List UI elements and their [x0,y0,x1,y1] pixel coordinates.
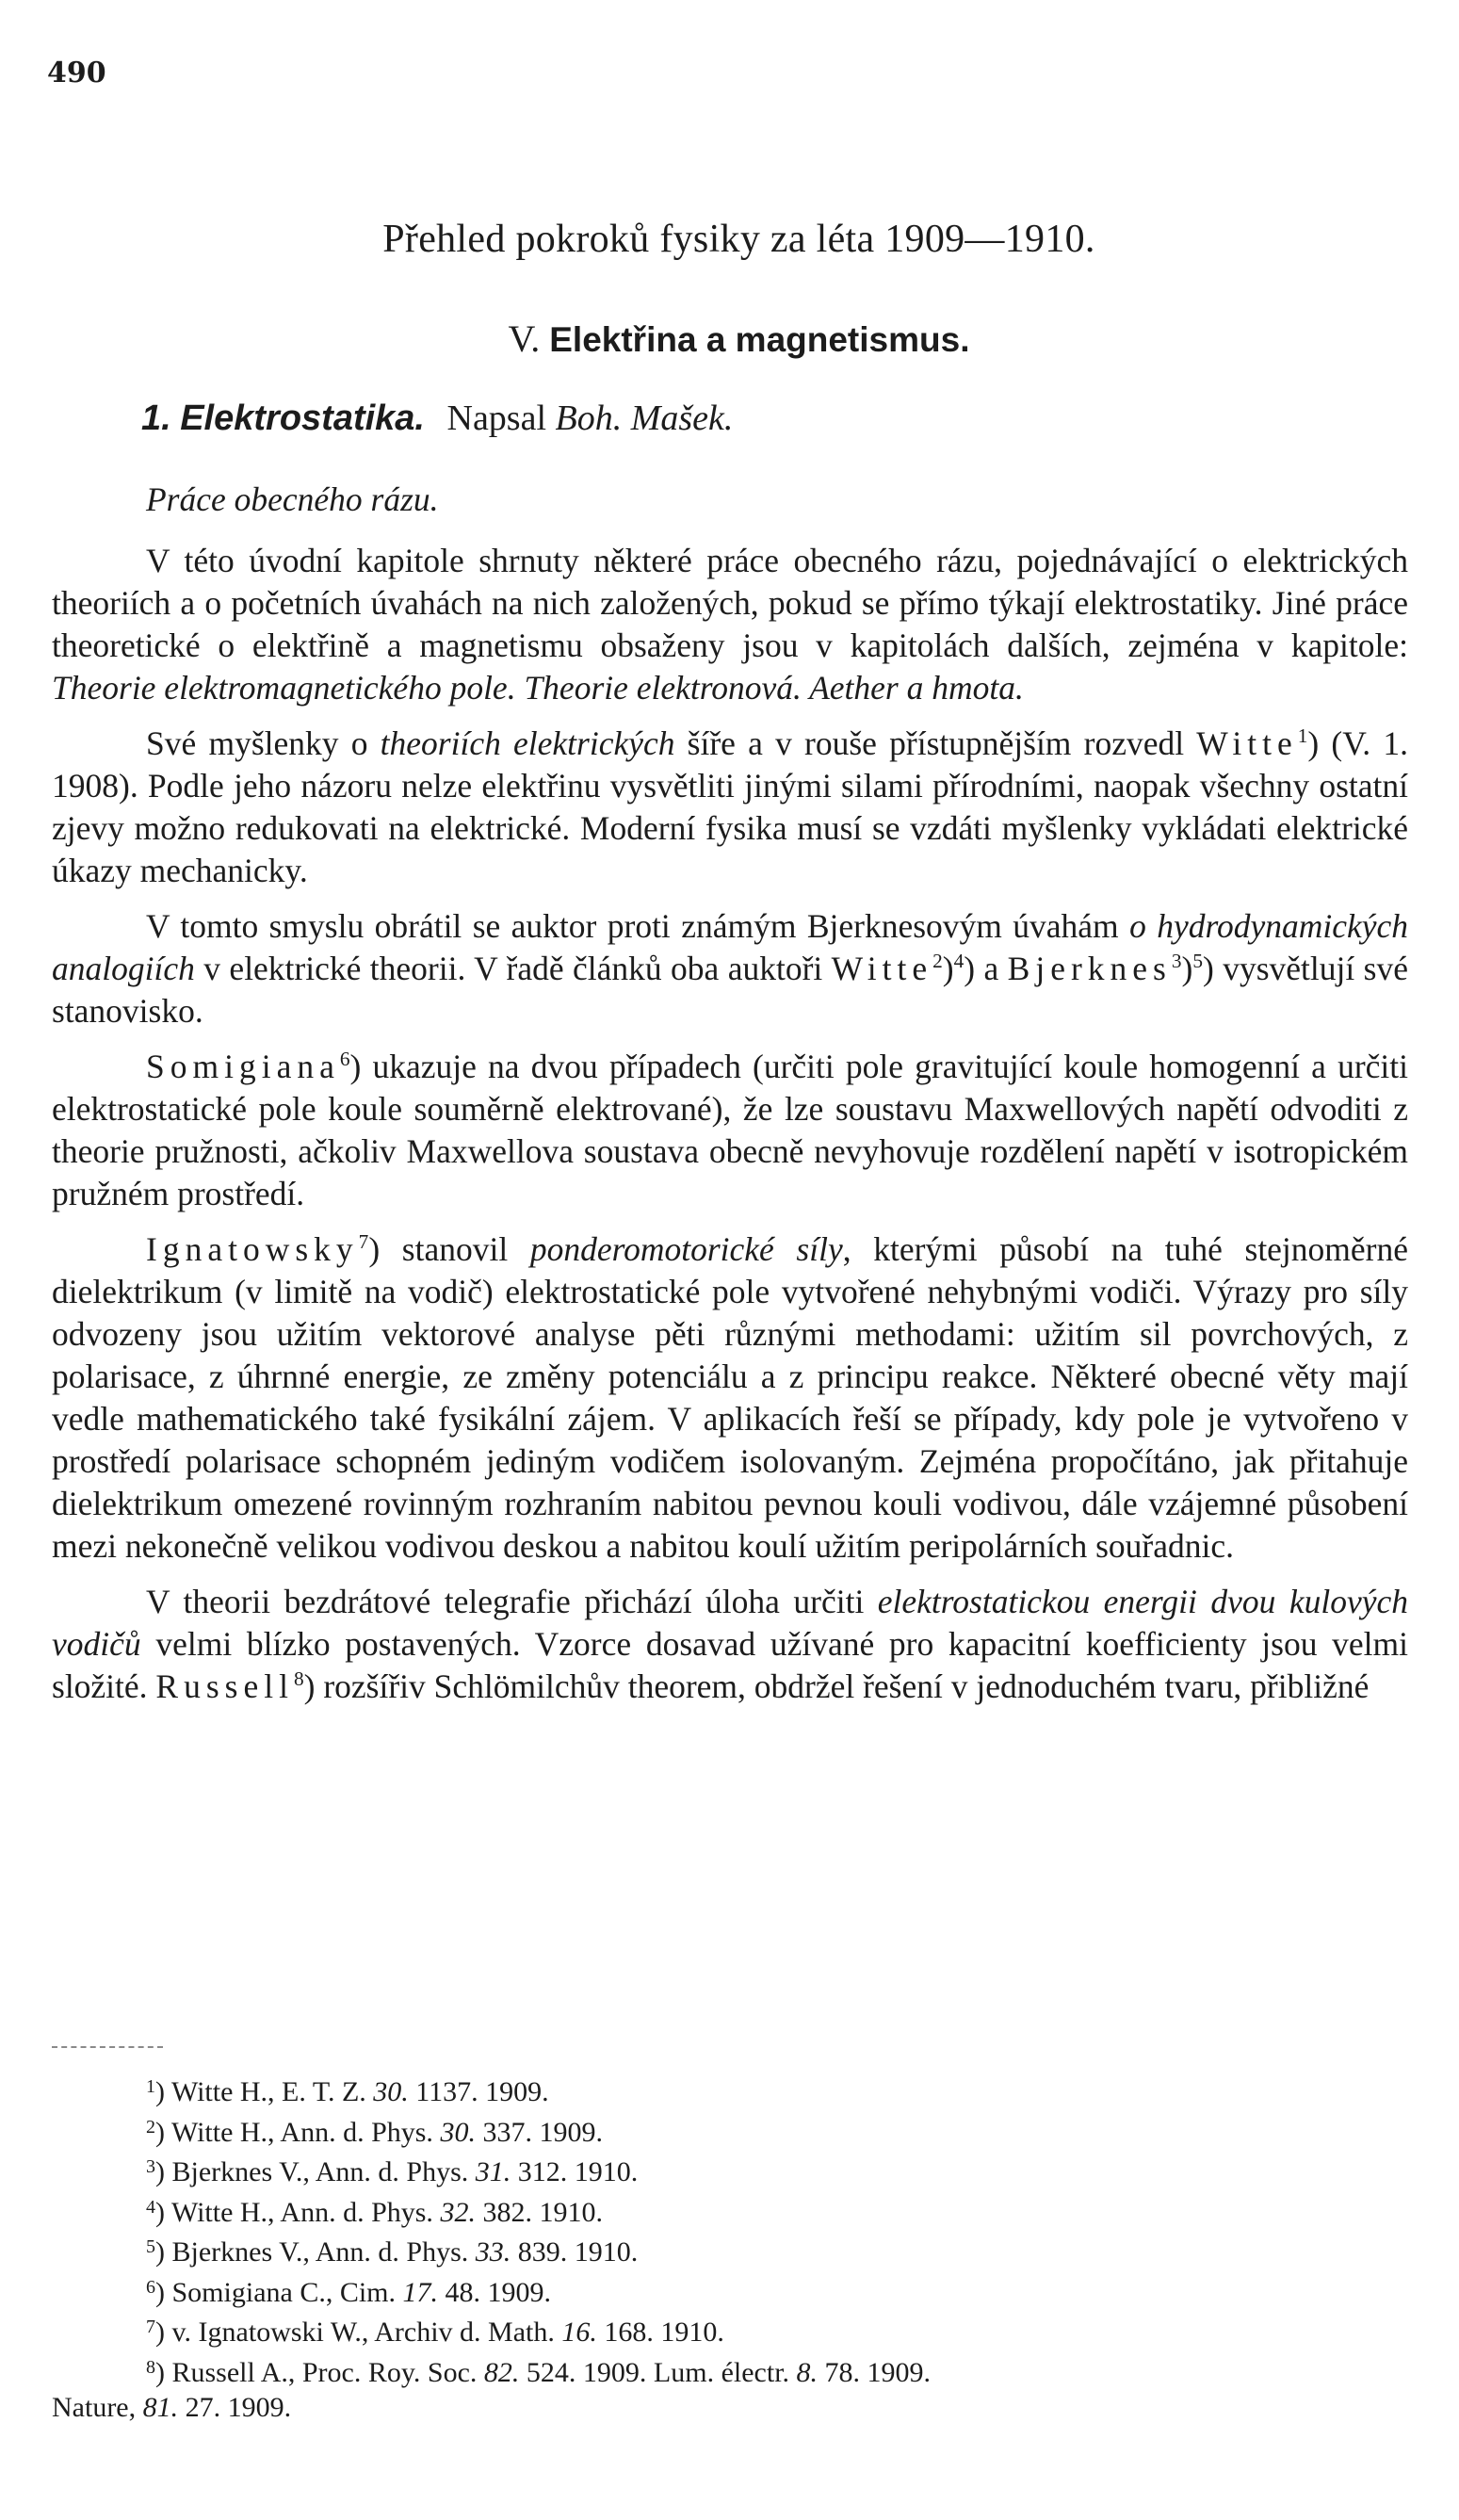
subsection-number: 1. [141,398,171,438]
author-prefix: Napsal [446,398,547,438]
footnote-ref: 6 [339,1048,350,1071]
paragraph-1 [52,540,1408,709]
footnote-volume: 82. [483,2356,520,2388]
paragraph-4 [52,1046,1408,1215]
footnote-text: 839. 1910. [511,2236,639,2268]
footnote-author: Somigiana [171,2276,293,2308]
text-run: v elektrické theorii. V řadě článků oba auktoři [194,950,832,987]
text-run: ) a [964,950,1008,987]
footnote-text: 27. 1909. [178,2392,292,2423]
footnote-continuation [52,2390,1408,2426]
footnote-volume: 32. [440,2196,476,2228]
text-run: V této úvodní kapitole shrnuty některé práce obecného rázu, pojednávající o elektrických theoriích a o početních úvahách na nich založených, pokud se přímo týkají elektrostatiky. Jiné práce theoretické o elektřině a magnetismu obsaženy jsou v kapitolách dalších, zejména v kapitole: [52,542,1408,664]
footnote-volume: 8. [796,2356,819,2388]
text-run: ) [942,950,954,987]
paragraph-5 [52,1228,1408,1568]
footnote-volume: 30. [440,2116,476,2148]
subsection-header [141,398,733,439]
footnote-text: 48. 1909. [438,2276,552,2308]
footnote-volume: 33. [475,2236,511,2268]
author-name-spaced: Somigiana [146,1048,340,1085]
paragraph-3 [52,905,1408,1032]
footnote-volume: 81. [142,2392,179,2423]
footnote-marker: 8 [146,2356,155,2378]
italic-text: elektrostatickou energii dvou kulových vodičů [52,1583,1408,1663]
footnote-1: $^1$) Witte H., E. T. Z. 30. 1137. 1909. [146,2076,549,2107]
italic-text: o hydrodynamických analogiích [52,907,1408,987]
author-name-spaced: Ignatowsky [146,1230,359,1268]
text-run: ) rozšířiv Schlömilchův theorem, obdržel řešení v jednoduchém tvaru, přibližné [303,1667,1370,1705]
text-run: velmi blízko postavených. Vzorce dosavad užívané pro kapacitní koefficienty jsou velmi složité. [52,1625,1408,1705]
body-text [52,479,1408,1721]
italic-text: theoriích elektrických [380,724,675,762]
footnote-3: $^3$) Bjerknes V., Ann. d. Phys. 31. 312. 1910. [146,2156,639,2187]
subsection-title: Elektrostatika. [180,398,425,438]
footnote-ref: 1 [1297,724,1308,748]
author-name: Boh. Mašek. [555,398,734,438]
section-name: Elektřina a magnetismus. [549,320,970,359]
text-run: ) [1181,950,1193,987]
author-name-spaced: Witte [831,950,933,987]
text-run: , kterými působí na tuhé stejnoměrné dielektrikum (v limitě na vodič) elektrostatické pole vytvořené nehybnými vodiči. Výrazy pro síly odvozeny jsou užitím vektorové analyse pěti různými methodami: užitím sil povrchových, z polarisace, z úhrnné energie, ze změny potenciálu a z principu reakce. Některé obecné věty mají vedle mathematického také fysikální zájem. V aplikacích řeší se případy, kdy pole je vytvořeno v prostředí polarisace schopném jediným vodičem isolovaným. Zejména propočítáno, jak přitahuje dielektrikum omezené rovinným rozhraním nabitou pevnou kouli vodivou, dále vzájemné působení mezi nekonečně velikou vodivou deskou a nabitou koulí užitím peripolárních souřadnic. [52,1230,1408,1565]
footnotes [52,2070,1408,2426]
main-title: Přehled pokroků fysiky za léta 1909—1910. [382,218,1095,261]
footnote-volume: 30. [373,2076,409,2107]
footnote-text: H., E. T. Z. [233,2076,374,2107]
footnote-divider [52,2046,163,2048]
footnote-author: Russell [171,2356,255,2388]
footnote-marker: 6 [146,2276,155,2298]
author-name-spaced: Bjerknes [1007,950,1172,987]
footnote-author: Witte [170,2076,234,2107]
italic-text: ponderomotorické síly [529,1230,843,1268]
footnote-ref: 3 [1171,950,1182,973]
footnote-text: 337. 1909. [475,2116,603,2148]
footnote-marker: 3 [146,2156,155,2177]
author-name-spaced: Witte [1196,724,1298,762]
footnote-6: $^6$) Somigiana C., Cim. 17. 48. 1909. [146,2276,552,2308]
footnote-marker: 4 [146,2196,155,2218]
footnote-5: $^5$) Bjerknes V., Ann. d. Phys. 33. 839. 1910. [146,2236,639,2268]
footnote-7: $^7$) v. Ignatowski W., Archiv d. Math. 16. 168. 1910. [146,2317,724,2348]
section-title [0,317,1459,361]
section-roman: V. [508,317,541,360]
text-run: ) (V. 1. 1908). Podle jeho názoru nelze elektřinu vysvětliti jinými silami přírodními, naopak všechny ostatní zjevy možno redukovati na elektrické. Moderní fysika musí se vzdáti myšlenky vykládati elektrické úkazy mechanicky. [52,724,1408,889]
text-run: V theorii bezdrátové telegrafie přichází úloha určiti [146,1583,878,1620]
author-name-spaced: Russell [155,1667,294,1705]
footnote-marker: 2 [146,2116,155,2138]
footnote-author: Witte [170,2196,234,2228]
text-run: Své myšlenky o [146,724,381,762]
footnote-4: $^4$) Witte H., Ann. d. Phys. 32. 382. 1910. [146,2196,603,2228]
footnote-text: 168. 1910. [596,2317,724,2348]
footnote-author: Witte [170,2116,234,2148]
italic-text: Theorie elektromagnetického pole. Theorie elektronová. Aether a hmota. [52,669,1024,707]
footnote-ref: 2 [932,950,943,973]
text-run: ) ukazuje na dvou případech (určiti pole gravitující koule homogenní a určiti elektrostatické pole koule souměrně elektrované), že lze soustavu Maxwellových napětí odvoditi z theorie pružnosti, ačkoliv Maxwellova soustava obecně nevyhovuje rozdělení napětí v isotropickém pružném prostředí. [52,1048,1408,1212]
footnote-text: 382. 1910. [475,2196,603,2228]
footnote-text: 524. 1909. Lum. électr. [519,2356,797,2388]
footnote-ref: 7 [358,1230,369,1254]
footnote-author: v. Ignatowski [171,2317,324,2348]
footnote-marker: 7 [146,2317,155,2337]
footnote-text: 78. 1909. [818,2356,932,2388]
text-run: ) vysvětlují své stanovisko. [52,950,1408,1030]
paragraph-2 [52,723,1408,892]
footnote-author: Bjerknes [171,2236,273,2268]
footnote-2: $^2$) Witte H., Ann. d. Phys. 30. 337. 1909. [146,2116,603,2148]
footnote-text: 312. 1910. [511,2156,639,2187]
footnote-text: W., Archiv d. Math. [323,2317,562,2348]
footnote-text: 1137. 1909. [408,2076,549,2107]
footnote-volume: 31. [475,2156,511,2187]
footnote-ref: 5 [1192,950,1203,973]
footnote-text: A., Proc. Roy. Soc. [254,2356,484,2388]
footnote-volume: 17. [402,2276,439,2308]
section-heading: Práce obecného rázu. [146,480,439,518]
text-run: V tomto smyslu obrátil se auktor proti známým Bjerknesovým úvahám [146,907,1130,945]
paragraph-6 [52,1581,1408,1708]
footnote-ref: 4 [953,950,965,973]
footnote-text: V., Ann. d. Phys. [272,2236,476,2268]
page-number: 490 [47,57,106,89]
footnote-8: $^8$) Russell A., Proc. Roy. Soc. 82. 524. 1909. Lum. électr. 8. 78. 1909. Nature, 81. 27. 1909. [52,2350,1408,2426]
footnote-text: V., Ann. d. Phys. [272,2156,476,2187]
footnote-ref: 8 [293,1667,304,1691]
footnote-text: H., Ann. d. Phys. [233,2196,441,2228]
footnote-marker: 1 [146,2076,155,2097]
footnote-author: Bjerknes [171,2156,273,2187]
footnote-text: H., Ann. d. Phys. [233,2116,441,2148]
footnote-volume: 16. [561,2317,597,2348]
footnote-marker: 5 [146,2236,155,2257]
footnote-text: Nature, [52,2392,143,2423]
text-run: šíře a v rouše přístupnějším rozvedl [674,724,1197,762]
footnote-text: C., Cim. [292,2276,403,2308]
text-run: ) stanovil [368,1230,530,1268]
